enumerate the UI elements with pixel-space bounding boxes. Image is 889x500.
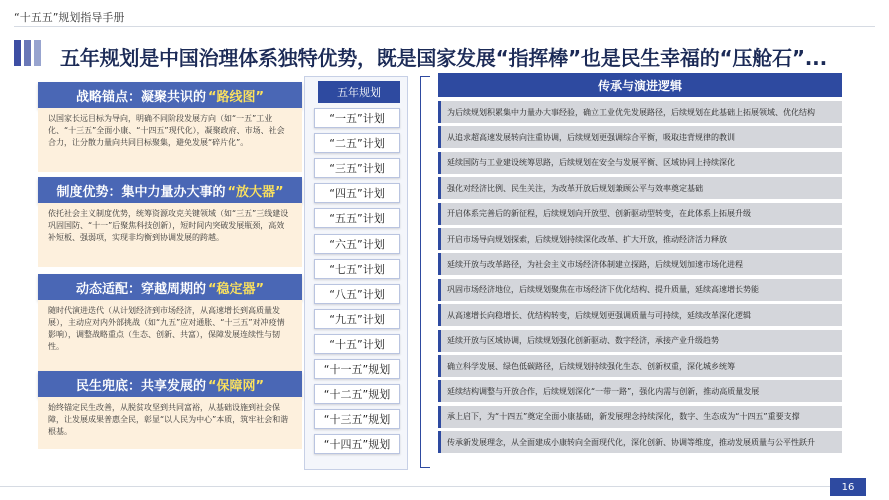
evolution-row: 传承新发展理念，从全面建成小康转向全面现代化，深化创新、协调等维度，推动发展质量与公平性跃升 <box>438 431 842 453</box>
card-header <box>38 82 302 108</box>
plan-item: “十二五”规划 <box>314 384 400 404</box>
card-body: 以国家长远目标为导向，明确不同阶段发展方向（如“一五”工业化、“十三五”全面小康、“十四五”现代化），凝聚政府、市场、社会合力，让分散力量向共同目标聚集，避免发展“碎片化”。 <box>38 108 302 172</box>
plan-list-header: 五年规划 <box>318 81 400 103</box>
page-number: 16 <box>830 478 866 496</box>
card-header <box>38 274 302 300</box>
card-highlight: “保障网” <box>207 378 265 394</box>
plan-item: “三五”计划 <box>314 158 400 178</box>
evolution-row: 开启体系完善后的新征程，后续规划向开放型、创新驱动型转变，在此体系上拓展升级 <box>438 203 842 225</box>
plan-item: “一五”计划 <box>314 108 400 128</box>
card-body: 始终锚定民生改善，从脱贫攻坚到共同富裕，从基础设施到社会保障，让发展成果普惠全民，彰显“以人民为中心”本质，筑牢社会和谐根基。 <box>38 397 302 449</box>
evolution-row: 延续结构调整与开放合作，后续规划深化“一带一路”，强化内需与创新，推动高质量发展 <box>438 380 842 402</box>
title-accent-bar-1 <box>14 40 21 66</box>
plan-item: “七五”计划 <box>314 259 400 279</box>
card-title: 民生兜底：共享发展的 <box>75 378 206 394</box>
title-accent-bar-3 <box>34 40 41 66</box>
plan-item: “十五”计划 <box>314 334 400 354</box>
plan-item: “四五”计划 <box>314 183 400 203</box>
document-title: “十五五”规划指导手册 <box>14 11 125 24</box>
card-institutional-advantage <box>38 177 302 267</box>
evolution-row: 延续国防与工业建设统筹思路，后续规划在安全与发展平衡、区域协同上持续深化 <box>438 152 842 174</box>
evolution-row: 确立科学发展、绿色低碳路径，后续规划持续强化生态、创新权重，深化城乡统筹 <box>438 355 842 377</box>
footer-divider <box>0 486 830 487</box>
card-title: 动态适配：穿越周期的 <box>75 281 206 297</box>
evolution-row: 从追求超高速发展转向注重协调，后续规划更强调综合平衡，吸取违背规律的教训 <box>438 126 842 148</box>
evolution-header: 传承与演进逻辑 <box>438 73 842 97</box>
evolution-row: 为后续规划积累集中力量办大事经验，确立工业优先发展路径，后续规划在此基础上拓展领域、优化结构 <box>438 101 842 123</box>
evolution-row: 强化对经济比例、民生关注，为改革开放后规划兼顾公平与效率奠定基础 <box>438 177 842 199</box>
top-divider <box>14 26 875 27</box>
card-body: 随时代演进迭代（从计划经济到市场经济，从高速增长到高质量发展），主动应对内外部挑战（如“九五”应对通胀、“十三五”对冲疫情影响），调整战略重点（生态、创新、共富），保障发展连续性与韧性。 <box>38 300 302 376</box>
page-headline: 五年规划是中国治理体系独特优势，既是国家发展“指挥棒”也是民生幸福的“压舱石”... <box>60 46 827 70</box>
evolution-row: 开启市场导向规划探索，后续规划持续深化改革、扩大开放，推动经济活力释放 <box>438 228 842 250</box>
card-header <box>38 371 302 397</box>
plan-item: “十一五”规划 <box>314 359 400 379</box>
card-livelihood-safeguard <box>38 371 302 449</box>
plan-item: “六五”计划 <box>314 234 400 254</box>
card-header <box>38 177 302 203</box>
plan-item: “五五”计划 <box>314 208 400 228</box>
plan-item: “十四五”规划 <box>314 434 400 454</box>
plan-item: “八五”计划 <box>314 284 400 304</box>
card-body: 依托社会主义制度优势，统筹资源攻克关键领域（如“三五”三线建设巩固国防、“十一”后聚焦科技创新），短时间内突破发展瓶颈，高效补短板、强弱项，实现非均衡到协调发展的跨越。 <box>38 203 302 267</box>
title-accent-bar-2 <box>24 40 31 66</box>
card-highlight: “放大器” <box>227 184 284 200</box>
evolution-row: 延续开放与区域协调，后续规划强化创新驱动、数字经济，承接产业升级趋势 <box>438 330 842 352</box>
evolution-row: 延续开放与改革路径，为社会主义市场经济体制建立探路，后续规划加速市场化进程 <box>438 253 842 275</box>
card-highlight: “稳定器” <box>207 281 265 297</box>
top-bar <box>0 0 889 30</box>
card-dynamic-adaptation <box>38 274 302 376</box>
card-title: 战略锚点：凝聚共识的 <box>75 89 206 105</box>
evolution-row: 从高速增长向稳增长、优结构转变，后续规划更强调质量与可持续，延续改革深化逻辑 <box>438 304 842 326</box>
card-highlight: “路线图” <box>207 89 265 105</box>
card-strategic-anchor <box>38 82 302 172</box>
card-title: 制度优势：集中力量办大事的 <box>56 184 226 200</box>
connector-bracket <box>420 76 430 468</box>
plan-item: “二五”计划 <box>314 133 400 153</box>
evolution-row: 承上启下，为“十四五”奠定全面小康基础，新发展理念持续深化，数字、生态成为“十四五”重要支撑 <box>438 406 842 428</box>
evolution-row: 巩固市场经济地位，后续规划聚焦在市场经济下优化结构、提升质量，延续高速增长势能 <box>438 279 842 301</box>
plan-item: “九五”计划 <box>314 309 400 329</box>
plan-item: “十三五”规划 <box>314 409 400 429</box>
